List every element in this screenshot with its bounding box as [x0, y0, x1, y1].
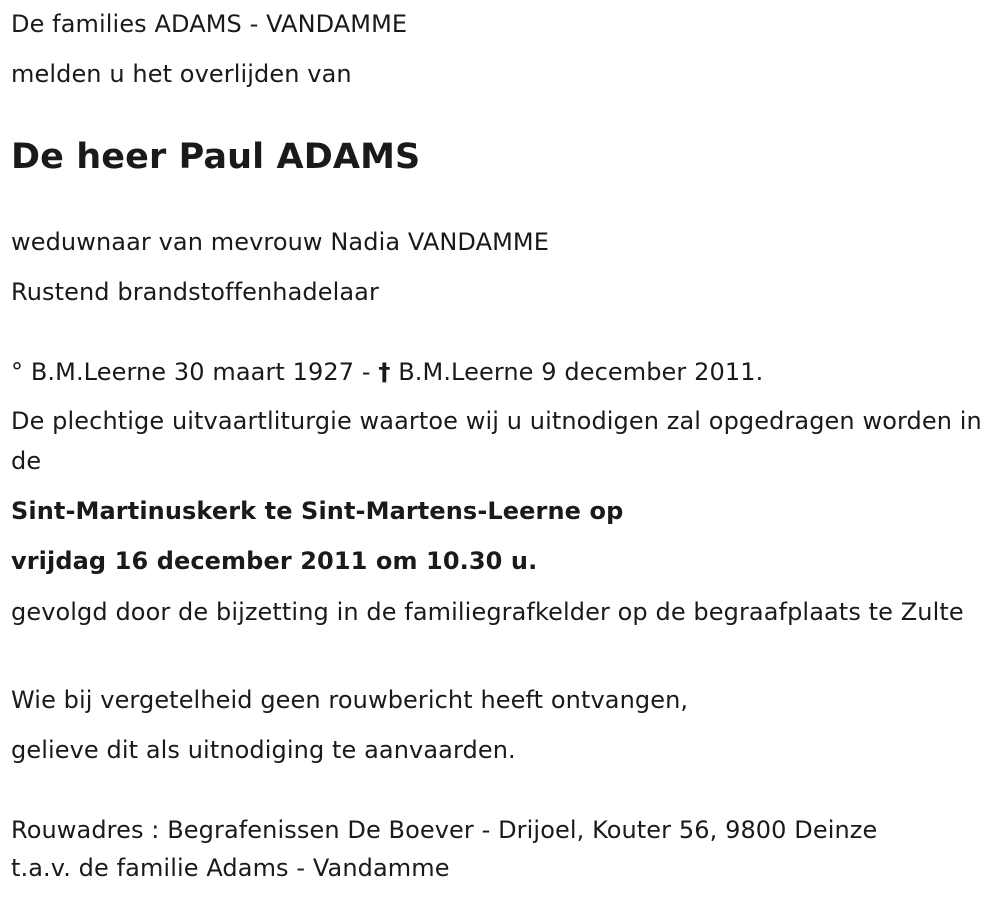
notice-line-2: gelieve dit als uitnodiging te aanvaarden.: [11, 736, 516, 764]
ceremony-intro: De plechtige uitvaartliturgie waartoe wij u uitnodigen zal opgedragen worden in de: [11, 407, 982, 475]
cross-icon: †: [378, 358, 391, 386]
deceased-name: De heer Paul ADAMS: [11, 137, 421, 177]
death-date: B.M.Leerne 9 december 2011.: [398, 358, 764, 386]
spouse-line: weduwnaar van mevrouw Nadia VANDAMME: [11, 228, 549, 256]
families-line: De families ADAMS - VANDAMME: [11, 10, 408, 38]
burial-line: gevolgd door de bijzetting in de familiegrafkelder op de begraafplaats te Zulte: [11, 598, 964, 626]
birth-mark: °: [11, 358, 24, 386]
notice-line-1: Wie bij vergetelheid geen rouwbericht heeft ontvangen,: [11, 686, 689, 714]
birth-date: B.M.Leerne 30 maart 1927 -: [30, 358, 371, 386]
announcement-line: melden u het overlijden van: [11, 60, 352, 88]
address-line-1: Rouwadres : Begrafenissen De Boever - Drijoel, Kouter 56, 9800 Deinze: [11, 816, 878, 844]
ceremony-datetime: vrijdag 16 december 2011 om 10.30 u.: [11, 547, 538, 575]
address-line-2: t.a.v. de familie Adams - Vandamme: [11, 854, 450, 882]
ceremony-location: Sint-Martinuskerk te Sint-Martens-Leerne op: [11, 497, 624, 525]
occupation-line: Rustend brandstoffenhadelaar: [11, 278, 379, 306]
dates-line: [11, 358, 763, 386]
